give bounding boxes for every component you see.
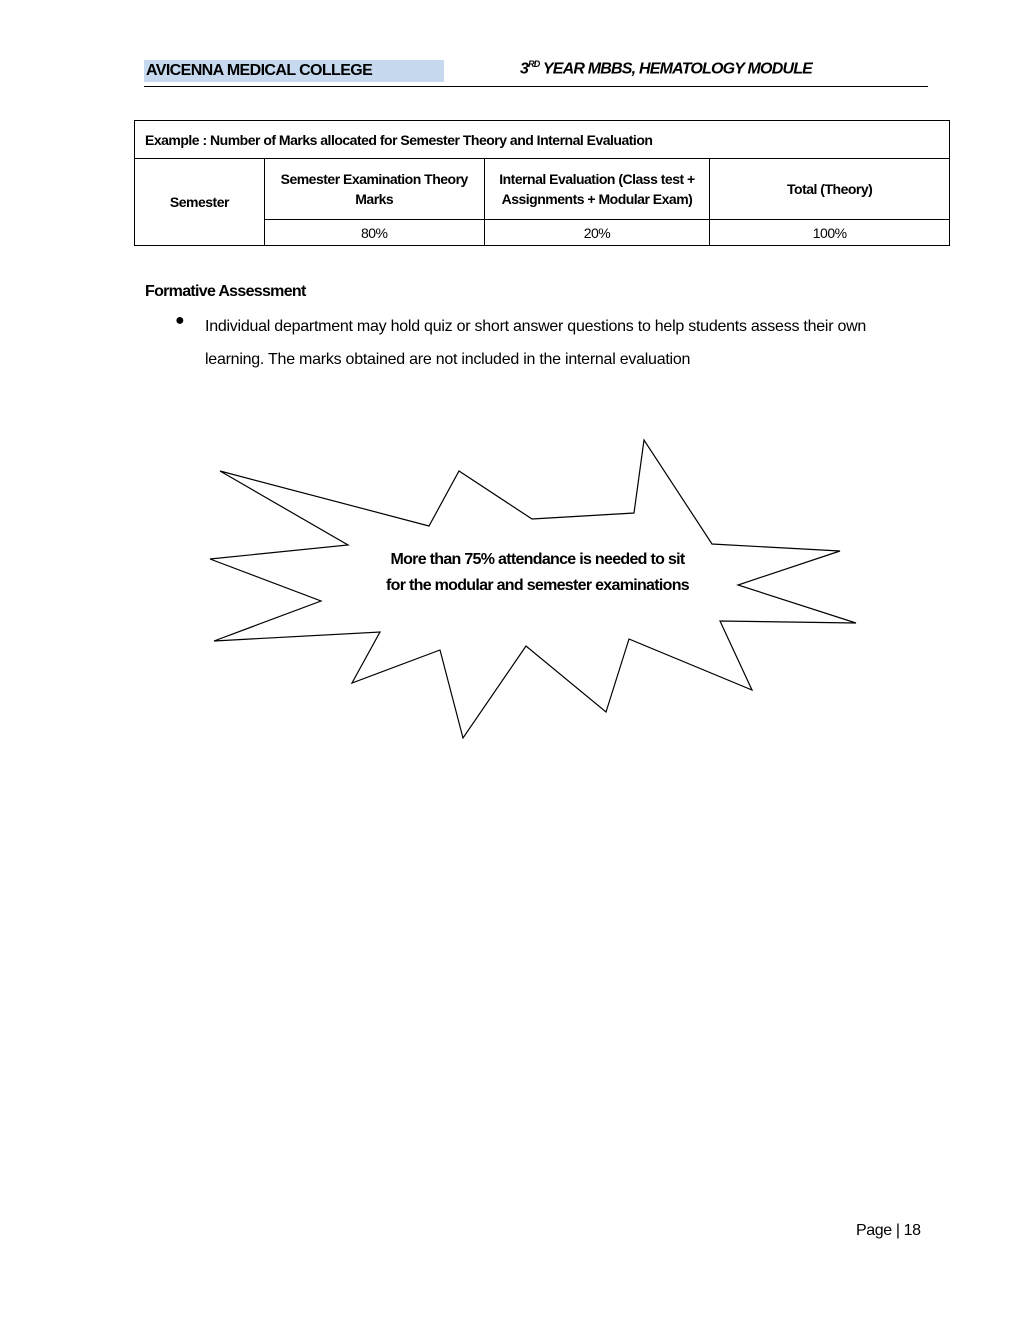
marks-allocation-table [134, 120, 950, 246]
column-header-semester-exam: Semester Examination Theory Marks [264, 159, 484, 220]
header-divider [144, 86, 928, 87]
semester-row-header: Semester [135, 159, 265, 246]
table-caption: Example : Number of Marks allocated for Semester Theory and Internal Evaluation [135, 121, 950, 159]
value-semester-exam: 80% [264, 220, 484, 246]
college-name: AVICENNA MEDICAL COLLEGE [144, 60, 444, 82]
column-header-total: Total (Theory) [710, 159, 950, 220]
page-number: Page | 18 [856, 1222, 921, 1239]
bullet-icon: ● [175, 312, 185, 329]
module-year: 3 [520, 60, 529, 78]
attendance-callout-text: More than 75% attendance is needed to sit for the modular and semester examinations [386, 551, 689, 594]
formative-bullet-text: Individual department may hold quiz or short answer questions to help students assess their own learning. The marks obtained are not included in the internal evaluation [205, 318, 867, 368]
module-year-superscript: RD [528, 59, 540, 69]
formative-bullet-item [175, 310, 910, 376]
value-total: 100% [710, 220, 950, 246]
value-internal-evaluation: 20% [484, 220, 710, 246]
module-title [520, 59, 812, 78]
column-header-internal-evaluation: Internal Evaluation (Class test + Assignments + Modular Exam) [484, 159, 710, 220]
formative-assessment-heading: Formative Assessment [145, 283, 306, 300]
module-name: YEAR MBBS, HEMATOLOGY MODULE [539, 60, 813, 78]
